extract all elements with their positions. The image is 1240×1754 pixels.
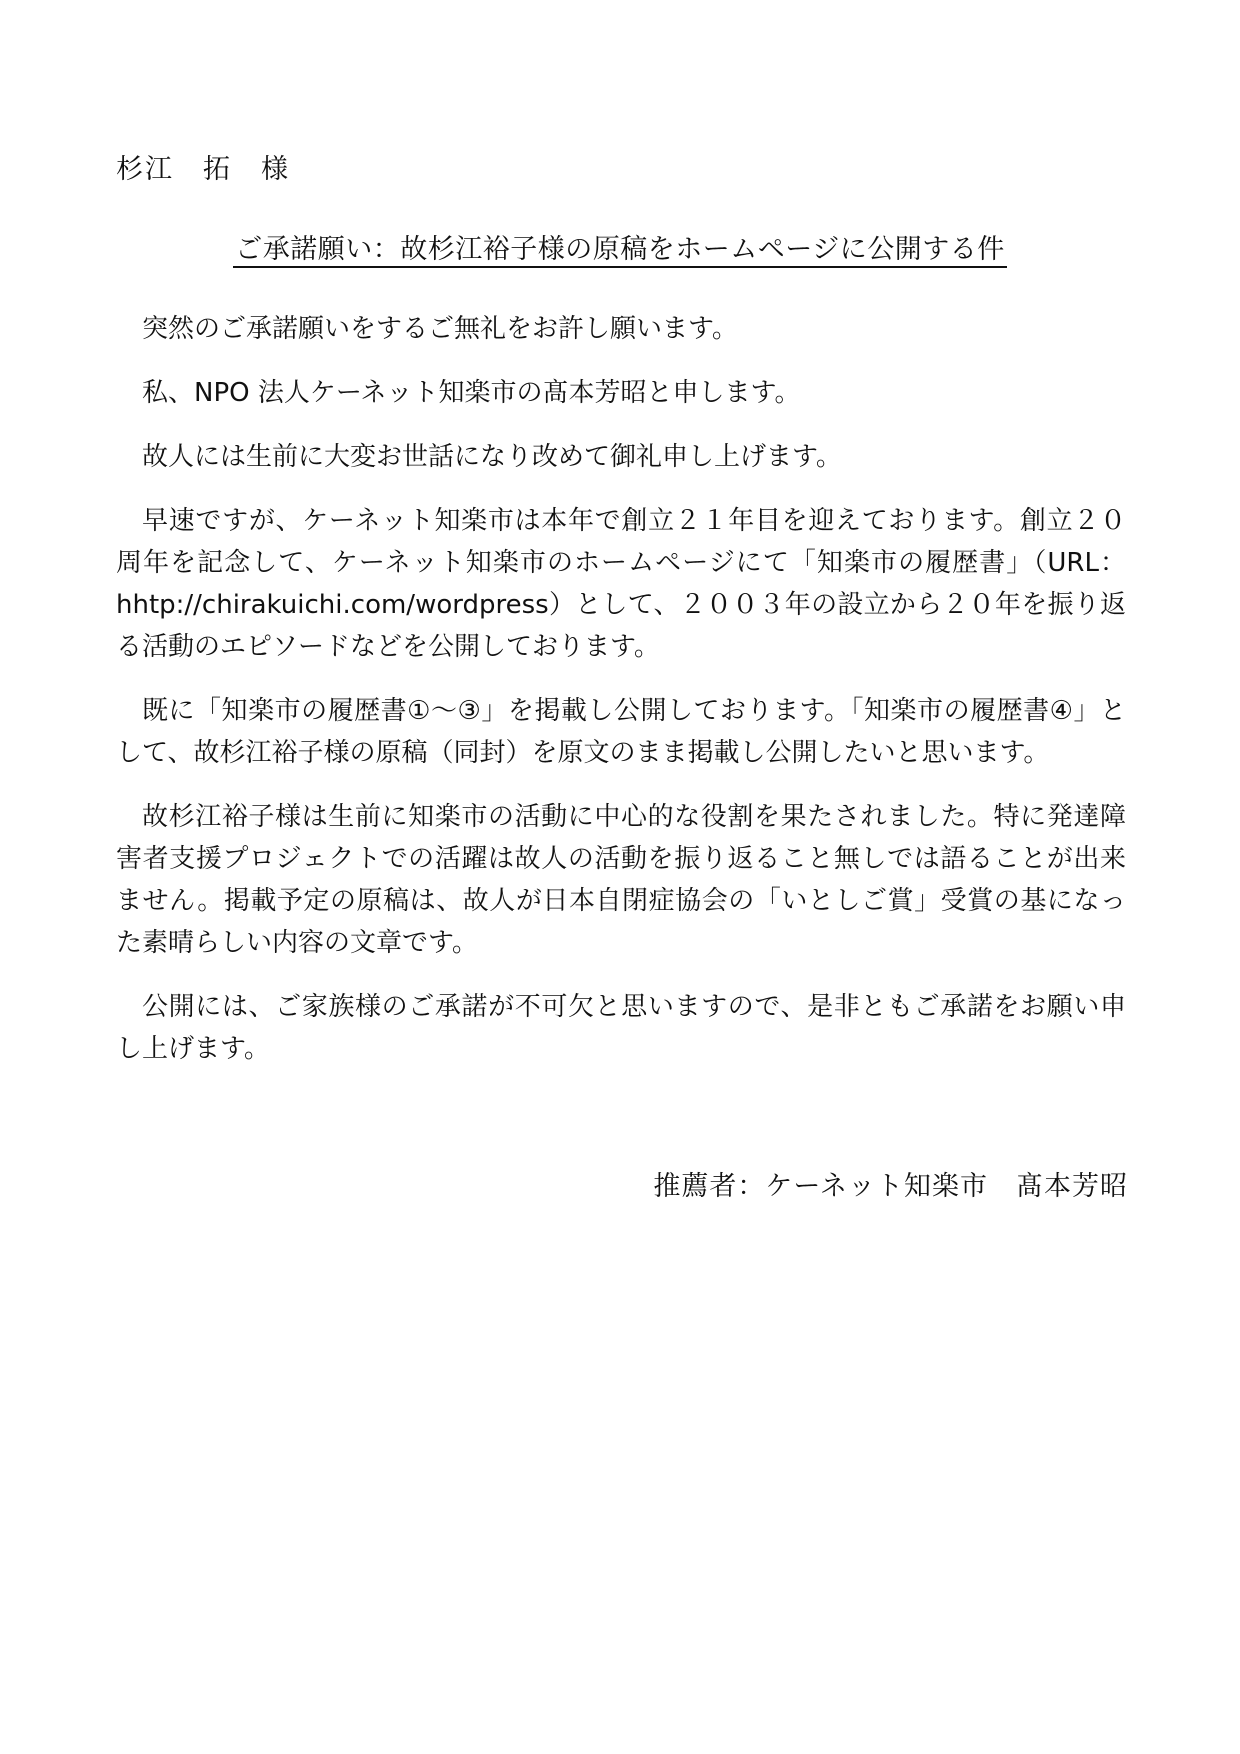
paragraph-contribution: 故杉江裕子様は生前に知楽市の活動に中心的な役割を果たされました。特に発達障害者支援プロジェクトでの活躍は故人の活動を振り返ること無しでは語ることが出来ません。掲載予定の原稿は、故人が日本自閉症協会の「いとしご賞」受賞の基になった素晴らしい内容の文章です。 [116,802,1126,958]
subject-text: ご承諾願い：故杉江裕子様の原稿をホームページに公開する件 [233,234,1006,268]
paragraph-anniversary: 早速ですが、ケーネット知楽市は本年で創立２１年目を迎えております。創立２０周年を記念して、ケーネット知楽市のホームページにて「知楽市の履歴書」（URL：hhtp://chirakuichi.com/wordpress）として、２００３年の設立から２０年を振り返る活動のエピソードなどを公開しております。 [116,506,1126,662]
addressee: 杉江 拓 様 [116,154,290,185]
subject-line [0,229,1240,271]
letter-body [116,308,1126,1092]
paragraph-apology: 突然のご承諾願いをするご無礼をお許し願います。 [142,314,738,344]
paragraph-introduction: 私、NPO 法人ケーネット知楽市の髙本芳昭と申します。 [142,378,801,408]
paragraph-publication-plan: 既に「知楽市の履歴書①～③」を掲載し公開しております。「知楽市の履歴書④」として、故杉江裕子様の原稿（同封）を原文のまま掲載し公開したいと思います。 [116,696,1126,768]
signature: 推薦者：ケーネット知楽市 髙本芳昭 [653,1171,1128,1202]
paragraph-gratitude: 故人には生前に大変お世話になり改めて御礼申し上げます。 [142,442,842,472]
paragraph-request: 公開には、ご家族様のご承諾が不可欠と思いますので、是非ともご承諾をお願い申し上げます。 [116,992,1126,1064]
